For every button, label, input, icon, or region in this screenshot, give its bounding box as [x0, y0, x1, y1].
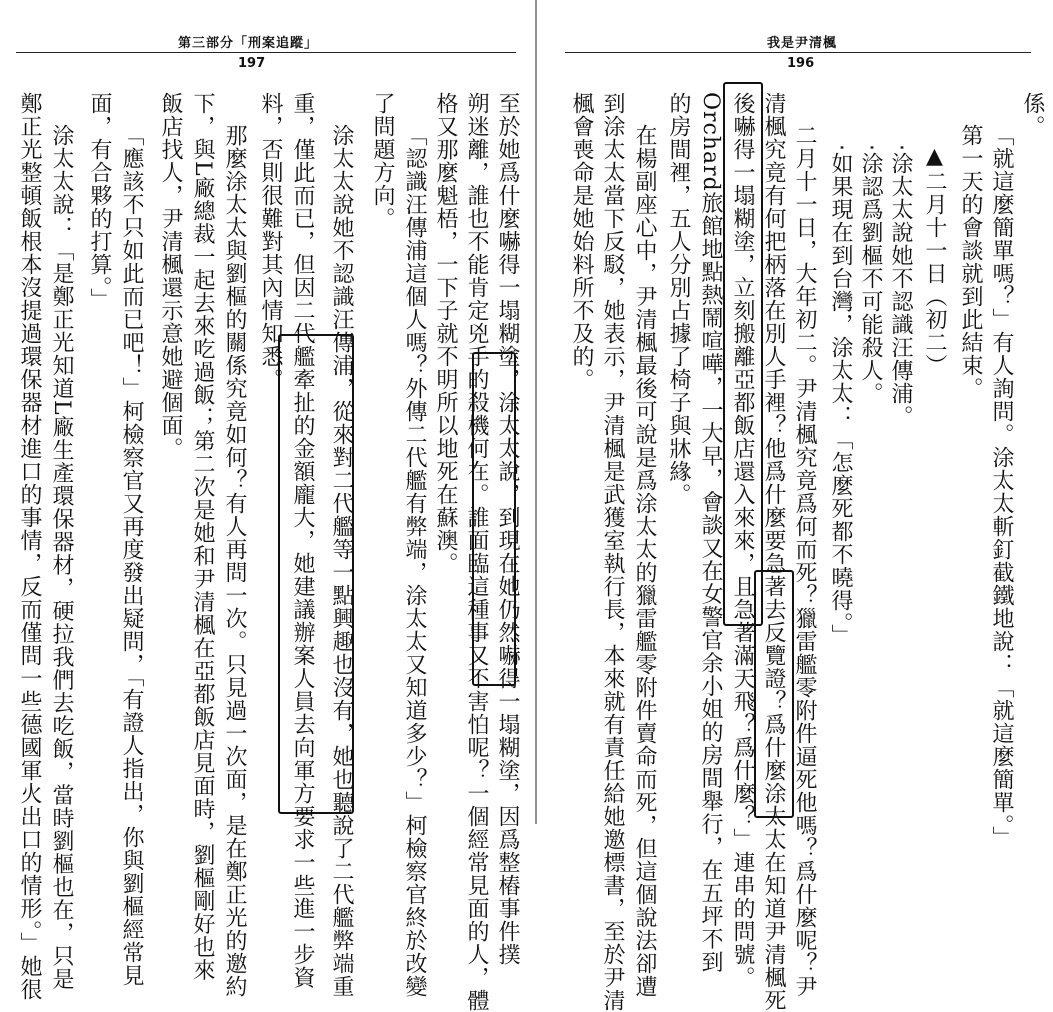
right-col-11: Orchard旅館地點熱鬧喧嘩，一大早，會談又在女警官余小姐的房間舉行，在五坪不到 — [698, 92, 723, 974]
right-running-head: 我是尹清楓 — [767, 36, 838, 51]
right-col-8: 二月十一日，大年初二。尹清楓究竟爲何而死？獵雷艦零附件逼死他嗎？爲什麼呢？尹 — [792, 124, 817, 998]
right-col-3: 第一天的會談就到此結束。 — [958, 124, 983, 400]
right-col-7: ‧如果現在到台灣，涂太太：「怎麼死都不曉得。」 — [828, 144, 853, 647]
left-running-head: 第三部分「刑案追蹤」 — [178, 36, 319, 51]
left-col-10: 下，與L廠總裁一起去來吃過飯；第二次是她和尹清楓在亞都飯店見面時，劉樞剛好也來 — [190, 92, 215, 982]
highlight-box-right-1 — [723, 82, 763, 626]
right-header-rule — [565, 52, 1031, 53]
right-col-10: 後嚇得一塌糊塗，立刻搬離亞都飯店還入來來，且急著滿天飛？爲什麼？」連串的問號。 — [730, 92, 755, 989]
highlight-box-left-1 — [472, 352, 516, 686]
left-page-number: 197 — [238, 56, 266, 71]
right-page — [537, 0, 1053, 1012]
right-col-5: ‧涂太太說她不認識汪傳浦。 — [888, 144, 913, 428]
left-col-6: 涂太太說她不認識汪傳浦，從來對二代艦等一點興趣也沒有，她也聽說了二代艦弊端重 — [329, 124, 354, 998]
right-col-6: ‧涂認爲劉樞不可能殺人。 — [858, 144, 883, 405]
right-page-number: 196 — [787, 56, 815, 71]
right-col-12: 的房間裡，五人分別占據了椅子與牀緣。 — [666, 92, 691, 506]
right-col-14: 到涂太太當下反駁，她表示，尹清楓是武獲室執行長，本來就有責任給她邀標書，至於尹清 — [600, 92, 625, 1012]
left-col-9: 那麼涂太太與劉樞的關係究竟如何？有人再問一次。只見過一次面，是在鄭正光的邀約 — [222, 124, 247, 998]
left-col-2: 朔迷離，誰也不能肯定兇手的殺機何在。誰面臨這種事又不害怕呢？一個經常見面的人，體 — [464, 92, 489, 1012]
left-col-15: 鄭正光整頓飯根本沒提過環保器材進口的事情，反而僅問一些德國軍火出口的情形。」她很 — [17, 92, 42, 1001]
left-col-4: 「認識汪傳浦這個人嗎？外傳二代艦有弊端，涂太太又知道多少？」柯檢察官終於改變 — [402, 124, 427, 998]
right-col-9: 清楓究竟有何把柄落在別人手裡？他爲什麼要急著去反覽證？爲什麼涂太太在知道尹清楓死 — [761, 92, 786, 1012]
left-col-1: 至於她爲什麼嚇得一塌糊塗，涂太太說，到現在她仍然嚇得一塌糊塗，因爲整樁事件撲 — [495, 92, 520, 966]
right-col-4: ▲二月十一日（初二） — [922, 144, 947, 377]
left-col-13: 面，有合夥的打算。」 — [87, 92, 112, 311]
left-col-8: 料，否則很難對其內情知悉。 — [258, 92, 283, 391]
left-col-5: 了問題方向。 — [370, 92, 395, 230]
highlight-box-left-2 — [278, 334, 354, 814]
left-col-7: 重，僅此而已，但因二代艦牽扯的金額龐大，她建議辦案人員去向軍方要求一些進一步資 — [290, 92, 315, 989]
left-col-14: 涂太太說：「是鄭正光知道L廠生產環保器材，硬拉我們去吃飯，當時劉樞也在，只是 — [49, 124, 74, 991]
right-col-1: 係。 — [1020, 92, 1045, 138]
left-col-3: 格又那麼魁梧，一下子就不明所以地死在蘇澳。 — [433, 92, 458, 575]
left-col-11: 飯店找人，尹清楓還示意她避個面。 — [158, 92, 183, 460]
highlight-box-right-2 — [754, 570, 794, 818]
left-header-rule — [16, 52, 516, 53]
left-col-12: 「應該不只如此而已吧！」柯檢察官又再度發出疑問，「有證人指出，你與劉樞經常見 — [119, 124, 144, 987]
right-col-15: 楓會喪命是她始料所不及的。 — [569, 92, 594, 391]
right-col-2: 「就這麼簡單嗎？」有人詢問。涂太太斬釘截鐵地說：「就這麼簡單。」 — [989, 124, 1014, 849]
right-col-13: 在楊副座心中，尹清楓最後可說是爲涂太太的獵雷艦零附件賣命而死，但這個說法卻遭 — [632, 124, 657, 998]
